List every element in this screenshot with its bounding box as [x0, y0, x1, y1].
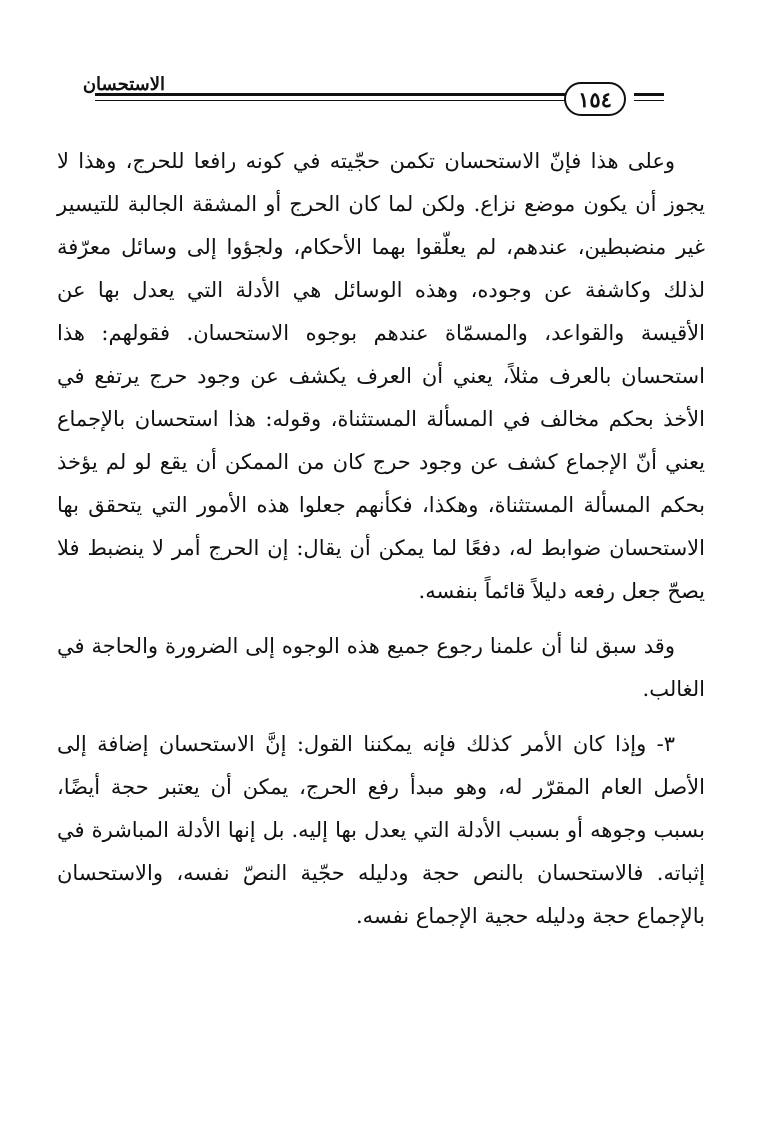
paragraph-2: وقد سبق لنا أن علمنا رجوع جميع هذه الوجوه إلى الضرورة والحاجة في الغالب.: [57, 634, 705, 701]
paragraph-3: ٣- وإذا كان الأمر كذلك فإنه يمكننا القول: إنَّ الاستحسان إضافة إلى الأصل العام المقرّر له، وهو مبدأ رفع الحرج، يمكن أن يعتبر حجة أيضًا، بسبب وجوهه أو بسبب الأدلة التي يعدل بها إليه. بل إنها الأدلة المباشرة في إثباته. فالاستحسان بالنص حجة ودليله حجّية النصّ نفسه، والاستحسان بالإجماع حجة ودليله حجية الإجماع نفسه.: [57, 732, 705, 928]
header-rule: [95, 93, 565, 96]
page-number: ١٥٤: [578, 86, 612, 112]
header-rule-thin: [95, 100, 565, 101]
page-number-rule: [634, 93, 664, 96]
running-title: الاستحسان: [82, 74, 165, 95]
page-number-badge: [564, 82, 626, 116]
paragraph-1: وعلى هذا فإنّ الاستحسان تكمن حجّيته في كونه رافعا للحرج، وهذا لا يجوز أن يكون موضع نزاع. ولكن لما كان الحرج أو المشقة الجالبة للتيسير غير منضبطين، عندهم، لم يعلّقوا بهما الأحكام، ولجؤوا إلى وسائل معرّفة لذلك وكاشفة عن وجوده، وهذه الوسائل هي الأدلة التي يعدل بها عن الأقيسة والقواعد، والمسمّاة عندهم بوجوه الاستحسان. فقولهم: هذا استحسان بالعرف مثلاً، يعني أن العرف يكشف عن وجود حرج يرتفع في الأخذ بحكم مخالف في المسألة المستثناة، وقوله: هذا استحسان بالإجماع يعني أنّ الإجماع كشف عن وجود حرج كان من الممكن أن يقع لو لم يؤخذ بحكم المسألة المستثناة، وهكذا، فكأنهم جعلوا هذه الأمور التي يتحقق بها الاستحسان ضوابط له، دفعًا لما يمكن أن يقال: إن الحرج أمر لا ينضبط فلا يصحّ جعل رفعه دليلاً قائماً بنفسه.: [57, 149, 705, 603]
page-number-rule-thin: [634, 100, 664, 101]
body-text: [57, 140, 705, 938]
